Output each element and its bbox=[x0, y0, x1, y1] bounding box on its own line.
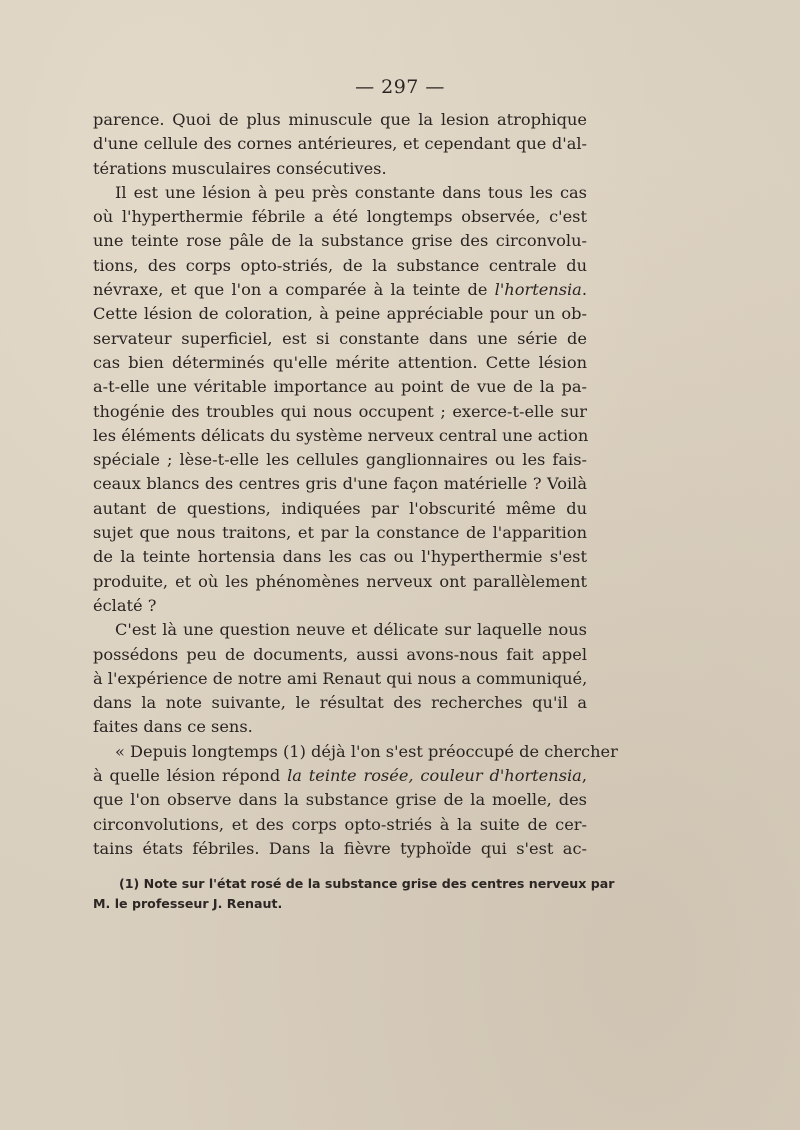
footnote-line: M. le professeur J. Renaut. bbox=[93, 896, 283, 911]
text-line: « Depuis longtemps (1) déjà l'on s'est préoccupé de chercher bbox=[115, 741, 618, 761]
text-line: tains états fébriles. Dans la fièvre typhoïde qui s'est ac- bbox=[93, 838, 587, 858]
text-line: à quelle lésion répond la teinte rosée, couleur d'hortensia, bbox=[93, 766, 587, 786]
text-line: que l'on observe dans la substance grise de la moelle, des bbox=[93, 790, 587, 810]
text-line: de la teinte hortensia dans les cas ou l'hyperthermie s'est bbox=[93, 547, 587, 567]
page-number: — 297 — bbox=[355, 76, 445, 98]
text-line: servateur superficiel, est si constante dans une série de bbox=[93, 328, 587, 348]
text-line: Il est une lésion à peu près constante dans tous les cas bbox=[115, 182, 587, 202]
text-line: faites dans ce sens. bbox=[93, 717, 253, 737]
text-line: où l'hyperthermie fébrile a été longtemps observée, c'est bbox=[93, 207, 587, 227]
text-line: ceaux blancs des centres gris d'une façon matérielle ? Voilà bbox=[93, 474, 587, 494]
text-line: térations musculaires consécutives. bbox=[93, 158, 387, 178]
text-line: spéciale ; lèse-t-elle les cellules ganglionnaires ou les fais- bbox=[93, 450, 587, 470]
text-line: autant de questions, indiquées par l'obscurité même du bbox=[93, 498, 587, 518]
text-line: une teinte rose pâle de la substance grise des circonvolu- bbox=[93, 231, 587, 251]
footnote bbox=[93, 874, 615, 914]
text-line: à l'expérience de notre ami Renaut qui nous a communiqué, bbox=[93, 668, 588, 688]
text-line: Cette lésion de coloration, à peine appréciable pour un ob- bbox=[93, 304, 587, 324]
paragraph-4 bbox=[93, 740, 618, 861]
text-line: C'est là une question neuve et délicate sur laquelle nous bbox=[115, 620, 587, 640]
text-line: thogénie des troubles qui nous occupent ; exerce-t-elle sur bbox=[93, 401, 587, 421]
text-line: a-t-elle une véritable importance au point de vue de la pa- bbox=[93, 377, 587, 397]
text-line: tions, des corps opto-striés, de la substance centrale du bbox=[93, 255, 587, 275]
footnote-line: (1) Note sur l'état rosé de la substance grise des centres nerveux par bbox=[119, 876, 615, 891]
text-line: produite, et où les phénomènes nerveux ont parallèlement bbox=[93, 571, 587, 591]
body-text bbox=[93, 108, 618, 861]
text-line: cas bien déterminés qu'elle mérite attention. Cette lésion bbox=[93, 352, 587, 372]
text-line: névraxe, et que l'on a comparée à la teinte de l'hortensia. bbox=[93, 280, 587, 300]
paragraph-1 bbox=[93, 108, 587, 181]
text-line: possédons peu de documents, aussi avons-nous fait appel bbox=[93, 644, 587, 664]
paragraph-2 bbox=[93, 181, 587, 618]
text-line: sujet que nous traitons, et par la constance de l'apparition bbox=[93, 523, 587, 543]
text-line: circonvolutions, et des corps opto-striés à la suite de cer- bbox=[93, 814, 587, 834]
text-line: dans la note suivante, le résultat des recherches qu'il a bbox=[93, 693, 587, 713]
text-line: d'une cellule des cornes antérieures, et cependant que d'al- bbox=[93, 134, 587, 154]
text-line: les éléments délicats du système nerveux central une action bbox=[93, 425, 589, 445]
text-line: éclaté ? bbox=[93, 595, 157, 615]
paragraph-3 bbox=[93, 618, 587, 739]
text-line: parence. Quoi de plus minuscule que la lesion atrophique bbox=[93, 110, 587, 129]
